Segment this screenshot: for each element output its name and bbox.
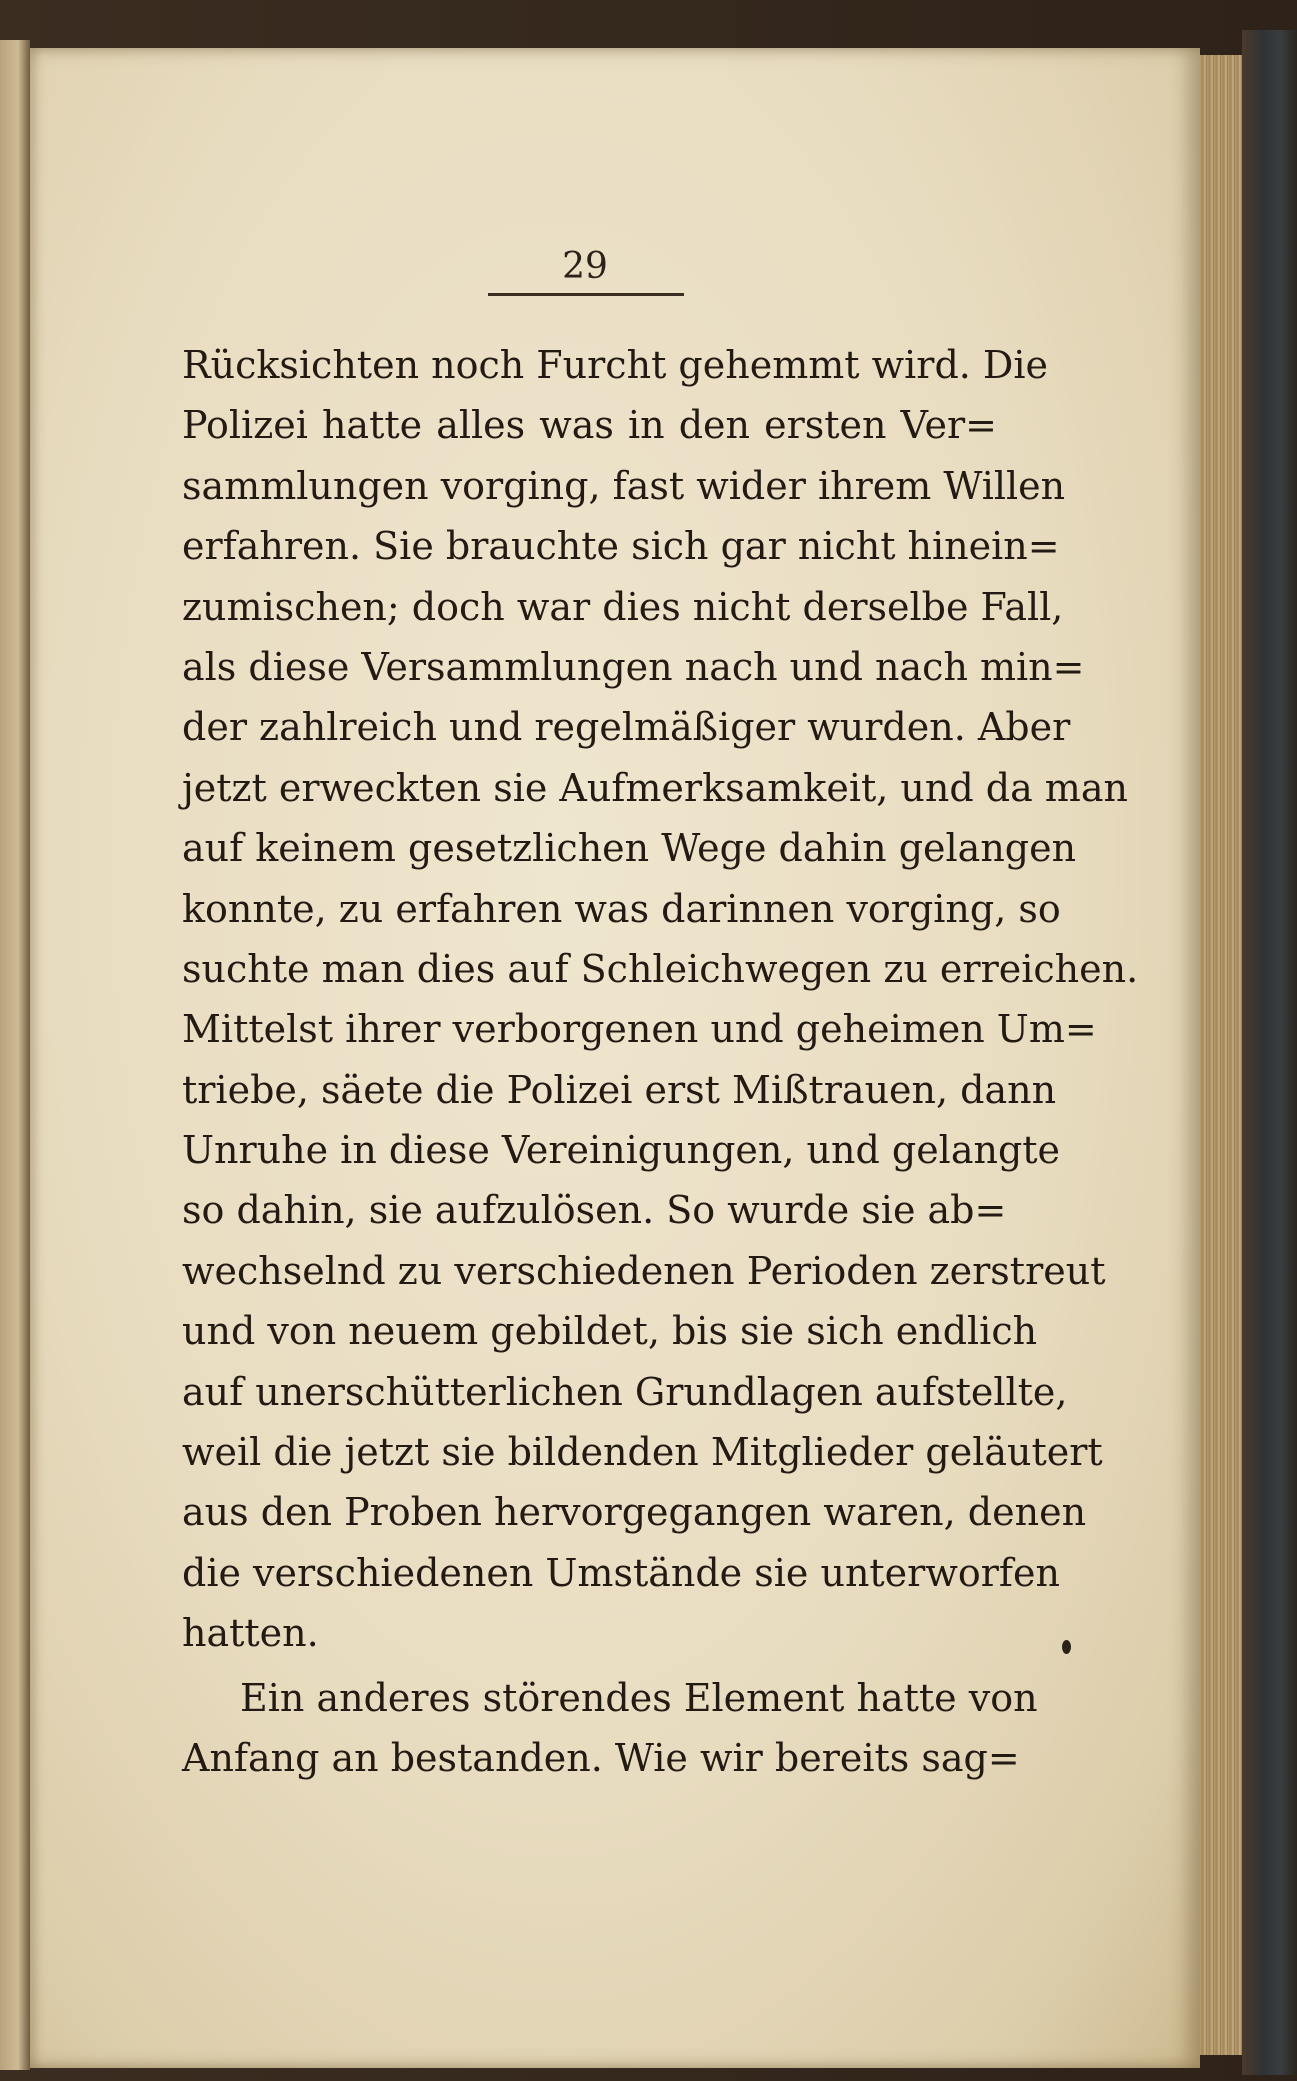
- text-line: so dahin, sie aufzulösen. So wurde sie ab=: [182, 1188, 1007, 1233]
- text-line: konnte, zu erfahren was darinnen vorging, so: [182, 886, 1061, 931]
- page-fore-edge: [1200, 55, 1242, 2055]
- text-line: der zahlreich und regelmäßiger wurden. Aber: [182, 705, 1071, 750]
- text-line: die verschiedenen Umstände sie unterworfen: [182, 1550, 1060, 1595]
- paragraph-1: [182, 335, 1139, 1664]
- text-line: erfahren. Sie brauchte sich gar nicht hinein=: [182, 524, 1060, 569]
- left-page-edge: [0, 40, 30, 2070]
- text-line: Rücksichten noch Furcht gehemmt wird. Die: [182, 343, 1049, 387]
- header-rule: [488, 293, 684, 296]
- text-line: auf keinem gesetzlichen Wege dahin gelangen: [182, 826, 1077, 871]
- text-line: auf unerschütterlichen Grundlagen aufstellte,: [182, 1369, 1068, 1414]
- text-line: zumischen; doch war dies nicht derselbe Fall,: [182, 584, 1064, 629]
- text-line: jetzt erweckten sie Aufmerksamkeit, und da man: [182, 765, 1128, 810]
- text-line: hatten.: [182, 1611, 319, 1656]
- paragraph-2: [182, 1668, 1038, 1789]
- text-line: wechselnd zu verschiedenen Perioden zerstreut: [182, 1248, 1106, 1293]
- page-number: 29: [562, 246, 608, 287]
- text-line: suchte man dies auf Schleichwegen zu erreichen.: [182, 946, 1139, 991]
- text-line: sammlungen vorging, fast wider ihrem Willen: [182, 463, 1066, 508]
- text-line: als diese Versammlungen nach und nach min=: [182, 644, 1085, 689]
- text-line: Ein anderes störendes Element hatte von: [240, 1675, 1038, 1720]
- text-line: weil die jetzt sie bildenden Mitglieder geläutert: [182, 1430, 1103, 1475]
- text-line: Polizei hatte alles was in den ersten Ver=: [182, 403, 997, 448]
- text-line: Anfang an bestanden. Wie wir bereits sag=: [182, 1735, 1020, 1780]
- ink-speck: [1062, 1640, 1071, 1654]
- body-text: [182, 335, 1139, 1788]
- text-line: triebe, säete die Polizei erst Mißtrauen, dann: [182, 1067, 1057, 1112]
- text-line: und von neuem gebildet, bis sie sich endlich: [182, 1309, 1038, 1354]
- text-line: Unruhe in diese Vereinigungen, und gelangte: [182, 1128, 1061, 1173]
- text-line: Mittelst ihrer verborgenen und geheimen Um=: [182, 1007, 1097, 1052]
- cover-board: [1242, 30, 1297, 2075]
- text-line: aus den Proben hervorgegangen waren, denen: [182, 1490, 1087, 1535]
